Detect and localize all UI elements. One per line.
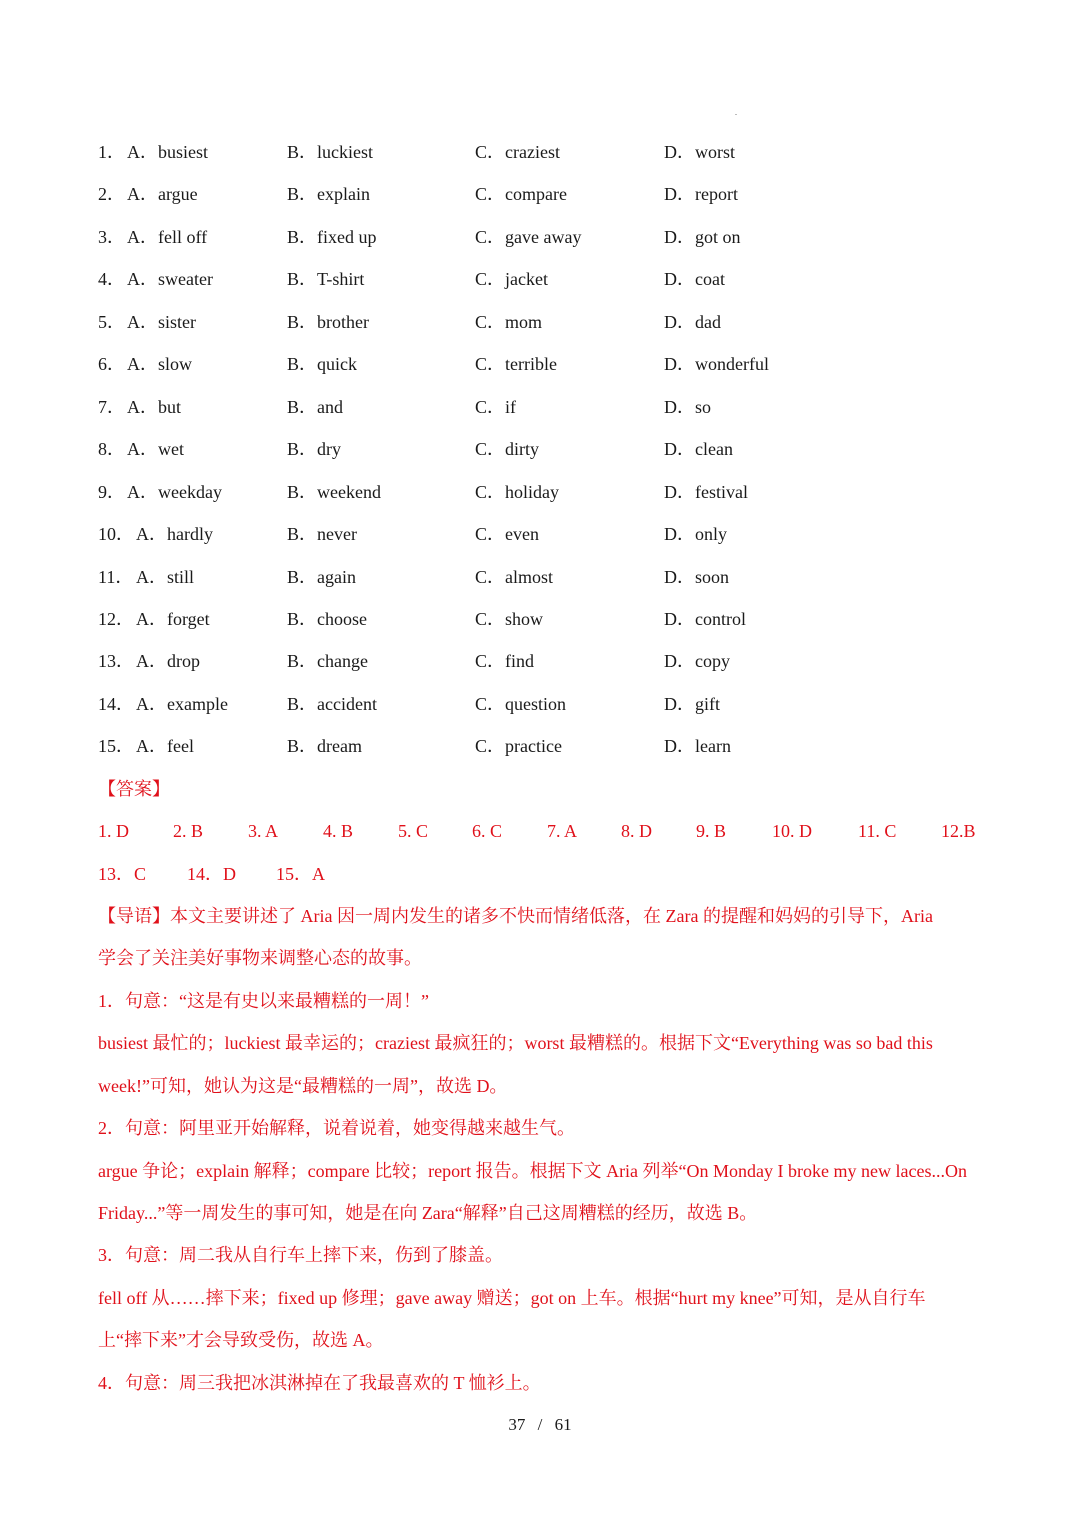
- question-number: 2．: [98, 184, 125, 205]
- question-number: 6．: [98, 354, 125, 375]
- option-b: B．dry: [287, 439, 341, 460]
- question-number: 13．: [98, 651, 134, 672]
- answer-item: 13．C: [98, 864, 147, 884]
- option-a: A．still: [136, 566, 195, 587]
- page-current: 37: [508, 1415, 526, 1434]
- option-a: A．drop: [136, 651, 200, 672]
- option-c: C．gave away: [475, 226, 582, 247]
- option-row: [0, 562, 1080, 592]
- option-d: D．coat: [664, 269, 725, 290]
- option-a: A．forget: [136, 608, 210, 629]
- question-number: 12．: [98, 608, 134, 629]
- answer-item: 7. A: [547, 821, 578, 841]
- explanation-2-line-1: argue 争论；explain 解释；compare 比较；report 报告。根据下文 Aria 列举“On Monday I broke my new laces...On: [98, 1161, 967, 1181]
- option-c: C．practice: [475, 736, 562, 757]
- answer-item: 6. C: [472, 821, 503, 841]
- option-a: A．weekday: [127, 481, 222, 502]
- option-a: A．sister: [127, 311, 196, 332]
- explanation-1-line-1: busiest 最忙的；luckiest 最幸运的；craziest 最疯狂的；worst 最糟糕的。根据下文“Everything was so bad this: [98, 1033, 933, 1053]
- option-row: [0, 137, 1080, 167]
- question-number: 11．: [98, 566, 134, 587]
- option-row: [0, 222, 1080, 252]
- option-b: B．again: [287, 566, 356, 587]
- answer-item: 12.B: [941, 821, 976, 841]
- option-a: A．example: [136, 693, 228, 714]
- option-d: D．clean: [664, 439, 733, 460]
- option-row: [0, 646, 1080, 676]
- guide-line-1: 【导语】本文主要讲述了 Aria 因一周内发生的诸多不快而情绪低落，在 Zara 的提醒和妈妈的引导下，Aria: [98, 906, 933, 926]
- answer-item: 9. B: [696, 821, 727, 841]
- option-a: A．feel: [136, 736, 194, 757]
- option-b: B．accident: [287, 693, 377, 714]
- question-number: 8．: [98, 439, 125, 460]
- option-b: B．luckiest: [287, 142, 373, 162]
- explanation-2-sentence: 2．句意：阿里亚开始解释，说着说着，她变得越来越生气。: [98, 1118, 575, 1138]
- answer-item: 11. C: [858, 821, 897, 841]
- option-d: D．soon: [664, 566, 730, 587]
- explanation-3-line-1: fell off 从……摔下来；fixed up 修理；gave away 赠送；got on 上车。根据“hurt my knee”可知，是从自行车: [98, 1288, 926, 1308]
- option-d: D．so: [664, 396, 712, 417]
- option-b: B．choose: [287, 608, 367, 629]
- option-row: [0, 349, 1080, 379]
- answers-line-1: [0, 816, 1080, 846]
- option-b: B．T-shirt: [287, 269, 365, 290]
- option-d: D．only: [664, 524, 727, 545]
- option-d: D．dad: [664, 311, 721, 332]
- option-b: B．fixed up: [287, 226, 377, 247]
- page-separator: /: [537, 1415, 543, 1434]
- explanation-1-line-2: week!”可知，她认为这是“最糟糕的一周”，故选 D。: [98, 1076, 508, 1096]
- option-b: B．change: [287, 651, 368, 672]
- answer-item: 4. B: [323, 821, 354, 841]
- option-a: A．sweater: [127, 269, 213, 290]
- question-number: 3．: [98, 226, 125, 247]
- option-a: A．slow: [127, 354, 193, 375]
- question-number: 1．: [98, 142, 125, 162]
- answer-item: 1. D: [98, 821, 129, 841]
- question-number: 10．: [98, 524, 134, 545]
- answer-item: 3. A: [248, 821, 279, 841]
- option-b: B．dream: [287, 736, 362, 757]
- option-d: D．festival: [664, 481, 748, 502]
- option-row: [0, 434, 1080, 464]
- answer-heading: 【答案】: [98, 779, 170, 799]
- option-row: [0, 264, 1080, 294]
- option-d: D．worst: [664, 142, 735, 162]
- answer-item: 2. B: [173, 821, 204, 841]
- option-d: D．gift: [664, 693, 720, 714]
- option-c: C．show: [475, 608, 544, 629]
- question-number: 7．: [98, 396, 125, 417]
- answer-item: 14．D: [187, 864, 236, 884]
- answer-item: 8. D: [621, 821, 652, 841]
- explanation-2-line-2: Friday...”等一周发生的事可知，她是在向 Zara“解释”自己这周糟糕的经历，故选 B。: [98, 1203, 758, 1223]
- option-d: D．report: [664, 184, 738, 205]
- option-c: C．mom: [475, 311, 543, 332]
- question-number: 14．: [98, 693, 134, 714]
- option-c: C．holiday: [475, 481, 559, 502]
- question-number: 9．: [98, 481, 125, 502]
- page-footer: [0, 1410, 1080, 1440]
- option-b: B．explain: [287, 184, 370, 205]
- option-row: [0, 689, 1080, 719]
- option-b: B．weekend: [287, 481, 381, 502]
- option-row: [0, 307, 1080, 337]
- question-number: 15．: [98, 736, 134, 757]
- option-c: C．almost: [475, 566, 554, 587]
- option-d: D．learn: [664, 736, 731, 757]
- answer-item: 5. C: [398, 821, 429, 841]
- option-row: [0, 604, 1080, 634]
- option-c: C．find: [475, 651, 535, 672]
- option-b: B．quick: [287, 354, 357, 375]
- option-c: C．even: [475, 524, 539, 545]
- guide-line-2: 学会了关注美好事物来调整心态的故事。: [98, 948, 422, 968]
- option-a: A．busiest: [127, 142, 208, 162]
- option-c: C．jacket: [475, 269, 548, 290]
- explanation-1-sentence: 1．句意：“这是有史以来最糟糕的一周！”: [98, 991, 429, 1011]
- option-b: B．never: [287, 524, 357, 545]
- option-d: D．copy: [664, 651, 730, 672]
- explanation-4-sentence: 4．句意：周三我把冰淇淋掉在了我最喜欢的 T 恤衫上。: [98, 1373, 541, 1393]
- option-a: A．wet: [127, 439, 184, 460]
- option-row: [0, 477, 1080, 507]
- option-a: A．hardly: [136, 524, 213, 545]
- option-b: B．brother: [287, 311, 369, 332]
- option-d: D．got on: [664, 226, 741, 247]
- option-b: B．and: [287, 396, 343, 417]
- question-number: 5．: [98, 311, 125, 332]
- option-row: [0, 392, 1080, 422]
- option-c: C．terrible: [475, 354, 557, 375]
- answer-item: 10. D: [772, 821, 812, 841]
- option-c: C．dirty: [475, 439, 540, 460]
- option-row: [0, 519, 1080, 549]
- answer-item: 15．A: [276, 864, 325, 884]
- option-c: C．question: [475, 693, 567, 714]
- option-a: A．fell off: [127, 226, 208, 247]
- option-row: [0, 179, 1080, 209]
- option-a: A．but: [127, 396, 181, 417]
- page-total: 61: [554, 1415, 572, 1434]
- scan-dot: [735, 114, 737, 115]
- option-c: C．craziest: [475, 142, 560, 162]
- option-row: [0, 731, 1080, 761]
- explanation-3-sentence: 3．句意：周二我从自行车上摔下来，伤到了膝盖。: [98, 1245, 503, 1265]
- option-d: D．control: [664, 608, 746, 629]
- option-d: D．wonderful: [664, 354, 769, 375]
- explanation-3-line-2: 上“摔下来”才会导致受伤，故选 A。: [98, 1330, 384, 1350]
- option-c: C．if: [475, 396, 517, 417]
- option-a: A．argue: [127, 184, 198, 205]
- option-c: C．compare: [475, 184, 567, 205]
- question-number: 4．: [98, 269, 125, 290]
- answers-line-2: [0, 859, 1080, 889]
